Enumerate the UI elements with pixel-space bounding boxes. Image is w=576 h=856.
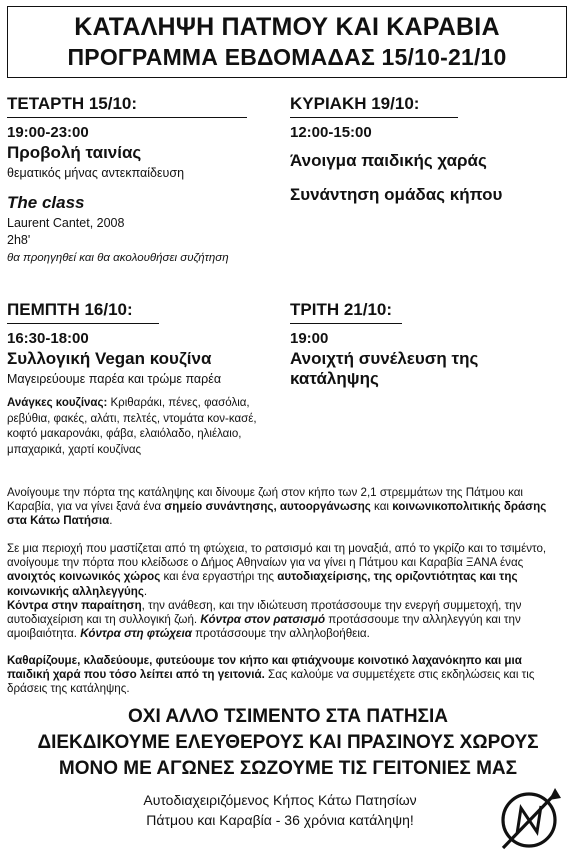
footer-line: Πάτμου και Καραβία - 36 χρόνια κατάληψη!: [146, 812, 414, 828]
event-title-line: κατάληψης: [290, 369, 379, 388]
text-bold: Κόντρα στη φτώχεια: [80, 627, 192, 641]
paragraph-against: [7, 599, 555, 642]
event-title-line: Ανοιχτή συνέλευση της: [290, 349, 479, 368]
kitchen-needs: [7, 396, 279, 458]
event-title: Συλλογική Vegan κουζίνα: [7, 349, 212, 368]
kitchen-needs-text: μπαχαρικά, χαρτί κουζίνας: [7, 443, 142, 456]
event-note: θα προηγηθεί και θα ακολουθήσει συζήτηση: [7, 252, 229, 264]
text-bold: Καθαρίζουμε, κλαδεύουμε, φυτεύουμε τον κήπο και φτιάχνουμε κοινοτικό λαχανόκηπο και μια παιδική χαρά που τόσο λείπει από τη γειτονιά.: [7, 654, 522, 682]
text: , την ανάθεση, και την ιδιώτευση προτάσσουμε την ενεργή συμμετοχή, την αυτοδιαχείριση και τη συλλογική ζωή.: [7, 599, 522, 627]
event-title: Προβολή ταινίας: [7, 143, 142, 162]
day-title: ΠΕΜΠΤΗ 16/10:: [7, 300, 133, 319]
event-time: 19:00: [290, 330, 329, 347]
text: και: [370, 500, 393, 514]
slogans: [0, 704, 576, 782]
day-tuesday: [290, 300, 560, 389]
paragraph-area: [7, 542, 555, 599]
squatter-symbol-icon: [497, 784, 565, 852]
kitchen-needs-text: ρεβύθια, φακές, αλάτι, πελτές, ντομάτα κον-κασέ,: [7, 412, 257, 425]
text: .: [109, 514, 113, 528]
slogan: ΜΟΝΟ ΜΕ ΑΓΩΝΕΣ ΣΩΖΟΥΜΕ ΤΙΣ ΓΕΙΤΟΝΙΕΣ ΜΑΣ: [58, 758, 518, 779]
kitchen-needs-label: Ανάγκες κουζίνας:: [7, 397, 108, 409]
event-time: 16:30-18:00: [7, 330, 89, 347]
divider: [290, 117, 458, 118]
day-title: ΤΕΤΑΡΤΗ 15/10:: [7, 94, 138, 113]
kitchen-needs-text: Κριθαράκι, πένες, φασόλια,: [107, 397, 250, 409]
text-bold: ανοιχτός κοινωνικός χώρος: [7, 570, 161, 584]
divider: [290, 323, 402, 324]
day-wednesday: [7, 94, 259, 264]
page-subtitle: ΠΡΟΓΡΑΜΜΑ ΕΒΔΟΜΑΔΑΣ 15/10-21/10: [67, 44, 507, 70]
film-director: Laurent Cantet, 2008: [7, 216, 125, 230]
event-title: [290, 349, 560, 389]
paragraph-action: [7, 654, 555, 697]
event-theme: θεματικός μήνας αντεκπαίδευση: [7, 166, 185, 180]
text-bold: Κόντρα στον ρατσισμό: [200, 613, 326, 627]
text-bold: κοινωνικοπολιτικής δράσης στα Κάτω Πατήσια: [7, 500, 547, 528]
text-bold: Κόντρα στην παραίτηση: [7, 599, 142, 612]
slogan: ΟΧΙ ΑΛΛΟ ΤΣΙΜΕΝΤΟ ΣΤΑ ΠΑΤΗΣΙΑ: [128, 706, 448, 727]
film-title: The class: [7, 193, 85, 212]
header-box: [7, 6, 567, 78]
text-bold: αυτοδιαχείρισης, της οριζοντιότητας και της κοινωνικής αλληλεγγύης: [7, 570, 518, 598]
event-title: Συνάντηση ομάδας κήπου: [290, 185, 503, 204]
event-title: Άνοιγμα παιδικής χαράς: [290, 151, 487, 170]
text: προτάσσουμε την αλληλοβοήθεια.: [191, 627, 370, 641]
event-description: Μαγειρεύουμε παρέα και τρώμε παρέα: [7, 372, 222, 386]
event-time: 19:00-23:00: [7, 124, 89, 141]
slogan: ΔΙΕΚΔΙΚΟΥΜΕ ΕΛΕΥΘΕΡΟΥΣ ΚΑΙ ΠΡΑΣΙΝΟΥΣ ΧΩΡΟΥΣ: [37, 732, 539, 753]
text: Ανοίγουμε την πόρτα της κατάληψης και δίνουμε ζωή στον κήπο των 2,1 στρεμμάτων της Πάτμου και Καραβία, για να γίνει ξανά ένα: [7, 486, 524, 514]
event-time: 12:00-15:00: [290, 124, 372, 141]
text-bold: σημείο συνάντησης, αυτοοργάνωσης: [164, 500, 371, 514]
film-duration: 2h8': [7, 233, 31, 247]
kitchen-needs-text: κοφτό μακαρονάκι, φάβα, ελαιόλαδο, ηλιέλαιο,: [7, 428, 242, 440]
text: .: [143, 584, 148, 598]
page-title: ΚΑΤΑΛΗΨΗ ΠΑΤΜΟΥ ΚΑΙ ΚΑΡΑΒΙΑ: [74, 13, 500, 41]
day-thursday: [7, 300, 279, 458]
text: Σε μια περιοχή που μαστίζεται από τη φτώχεια, το ρατσισμό και τη μοναξιά, από το γκρίζο και το τσιμέντο, ανοίγουμε την πόρτα που κλείδωσε ο Δήμος Αθηναίων για να γίνει η Πάτμου και Καραβία ΞΑΝΑ ένας: [7, 542, 547, 570]
divider: [7, 117, 247, 118]
text: και ένα εργαστήρι της: [160, 570, 278, 584]
text: Σας καλούμε να συμμετέχετε στις εκδηλώσεις και τις δράσεις της κατάληψης.: [7, 668, 535, 696]
paragraph-intro: [7, 486, 555, 529]
day-title: ΤΡΙΤΗ 21/10:: [290, 300, 393, 319]
text: προτάσσουμε την αλληλεγγύη και την αμοιβαιότητα.: [7, 613, 521, 641]
divider: [7, 323, 159, 324]
footer: [0, 790, 560, 830]
footer-line: Αυτοδιαχειριζόμενος Κήπος Κάτω Πατησίων: [143, 792, 417, 808]
day-title: ΚΥΡΙΑΚΗ 19/10:: [290, 94, 420, 113]
day-sunday: [290, 94, 560, 205]
